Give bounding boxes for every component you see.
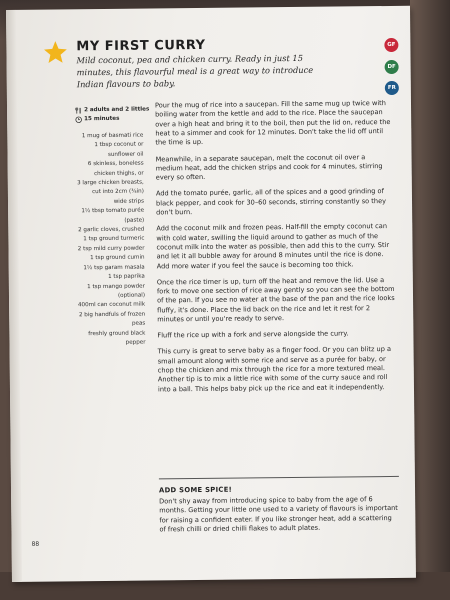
method-step: Fluff the rice up with a fork and serve alongside the curry. [157, 329, 349, 340]
cutlery-icon [75, 107, 82, 114]
ingredient-line: chicken thighs, or [94, 170, 144, 177]
recipe-meta [75, 105, 155, 124]
freezable-badge: FR [385, 81, 399, 95]
ingredient-line: pepper [125, 339, 146, 346]
ingredient-line: 1 tsp ground cumin [90, 254, 145, 262]
ingredient-line: 3 large chicken breasts, [77, 179, 144, 187]
ingredient-line: 6 skinless, boneless [87, 160, 144, 168]
method-step: Pour the mug of rice into a saucepan. Fill the same mug up twice with boiling water from the kettle and add to the rice. Place the saucepan over a high heat and bring it to the boil, then put the lid on, reduce the heat to a simmer and cook for 12 minutes. Don't take the lid off until the time is up. [154, 99, 391, 147]
page-edge [6, 10, 22, 582]
method-step: Meanwhile, in a separate saucepan, melt the coconut oil over a medium heat, add the chicken strips and cook for 4 minutes, stirring every so often. [155, 152, 383, 182]
ingredient-line: 1 mug of basmati rice [81, 132, 144, 140]
ingredients-list [31, 132, 145, 350]
serves-row [75, 105, 155, 115]
tip-divider [159, 476, 399, 480]
method-step: Add the tomato purée, garlic, all of the spices and a good grinding of black pepper, and cook for 30–60 seconds, stirring constantly so they don't burn. [155, 187, 387, 217]
ingredient-line: freshly ground black [88, 330, 146, 337]
serves-text: 2 adults and 2 littles [84, 106, 150, 114]
ingredient-line: 2 tsp mild curry powder [77, 245, 145, 253]
ingredient-line: 1½ tbsp tomato purée [81, 207, 145, 215]
clock-icon [75, 116, 82, 123]
tip-heading: ADD SOME SPICE! [158, 485, 233, 495]
method-step: Add the coconut milk and frozen peas. Half-fill the empty coconut can with cold water, swilling the liquid around to gather as much of the coconut milk into the water as possible, then add this to the curry. Stir and let it all bubble away for around 8 minutes until the rice is done. Add more water if you feel the sauce is becoming too thick. [156, 222, 390, 270]
star-icon [42, 39, 68, 65]
time-text: 15 minutes [84, 115, 120, 123]
ingredient-line: 400ml can coconut milk [77, 301, 146, 309]
ingredient-line: 2 garlic cloves, crushed [78, 226, 145, 234]
ingredient-line: wide strips [113, 198, 145, 205]
method-steps [155, 99, 396, 401]
ingredient-line: 1 tsp ground turmeric [83, 236, 145, 243]
ingredient-line: 2 big handfuls of frozen [78, 311, 146, 318]
ingredient-line: 1 tsp mango powder [87, 283, 145, 290]
recipe-title: MY FIRST CURRY [76, 37, 206, 55]
ingredient-line: cut into 2cm (¾in) [92, 189, 144, 196]
gluten-free-badge: GF [384, 38, 398, 52]
time-row [75, 114, 155, 124]
tip-text: Don't shy away from introducing spice to baby from the age of 6 months. Getting your little one used to a variety of flavours is important for raising a confident eater. If you like stronger heat, add a scattering of fresh chilli or dried chilli flakes to adult plates. [159, 495, 398, 534]
ingredient-line: peas [131, 320, 146, 327]
ingredient-line: 1 tsp paprika [108, 273, 145, 281]
ingredient-line: sunflower oil [107, 151, 144, 158]
method-step: Once the rice timer is up, turn off the heat and remove the lid. Use a fork to move one section of rice away gently so you can see the bottom of the pan. If you see no water at the base of the pan and the rice looks fluffy, it's done. Place the lid back on the rice and let it rest for 2 minutes or until you're ready to serve. [156, 275, 395, 324]
recipe-intro: Mild coconut, pea and chicken curry. Ready in just 15 minutes, this flavourful meal is a great way to introduce Indian flavours to baby. [76, 52, 314, 90]
ingredient-line: (optional) [117, 292, 146, 299]
dairy-free-badge: DF [385, 60, 399, 74]
method-step: This curry is great to serve baby as a finger food. Or you can blitz up a small amount along with some rice and serve as a purée for baby, or chop the chicken and mix through the rice for a more textured meal. Another tip is to mix a little rice with some of the curry sauce and roll into a ball. This helps baby pick up the rice and eat it independently. [157, 345, 392, 394]
ingredient-line: (paste) [124, 217, 145, 224]
ingredient-line: 1 tbsp coconut or [94, 141, 144, 149]
page-number: 88 [31, 540, 40, 548]
ingredient-line: 1½ tsp garam masala [83, 264, 145, 271]
book-page [6, 6, 416, 582]
background-right [410, 0, 450, 600]
